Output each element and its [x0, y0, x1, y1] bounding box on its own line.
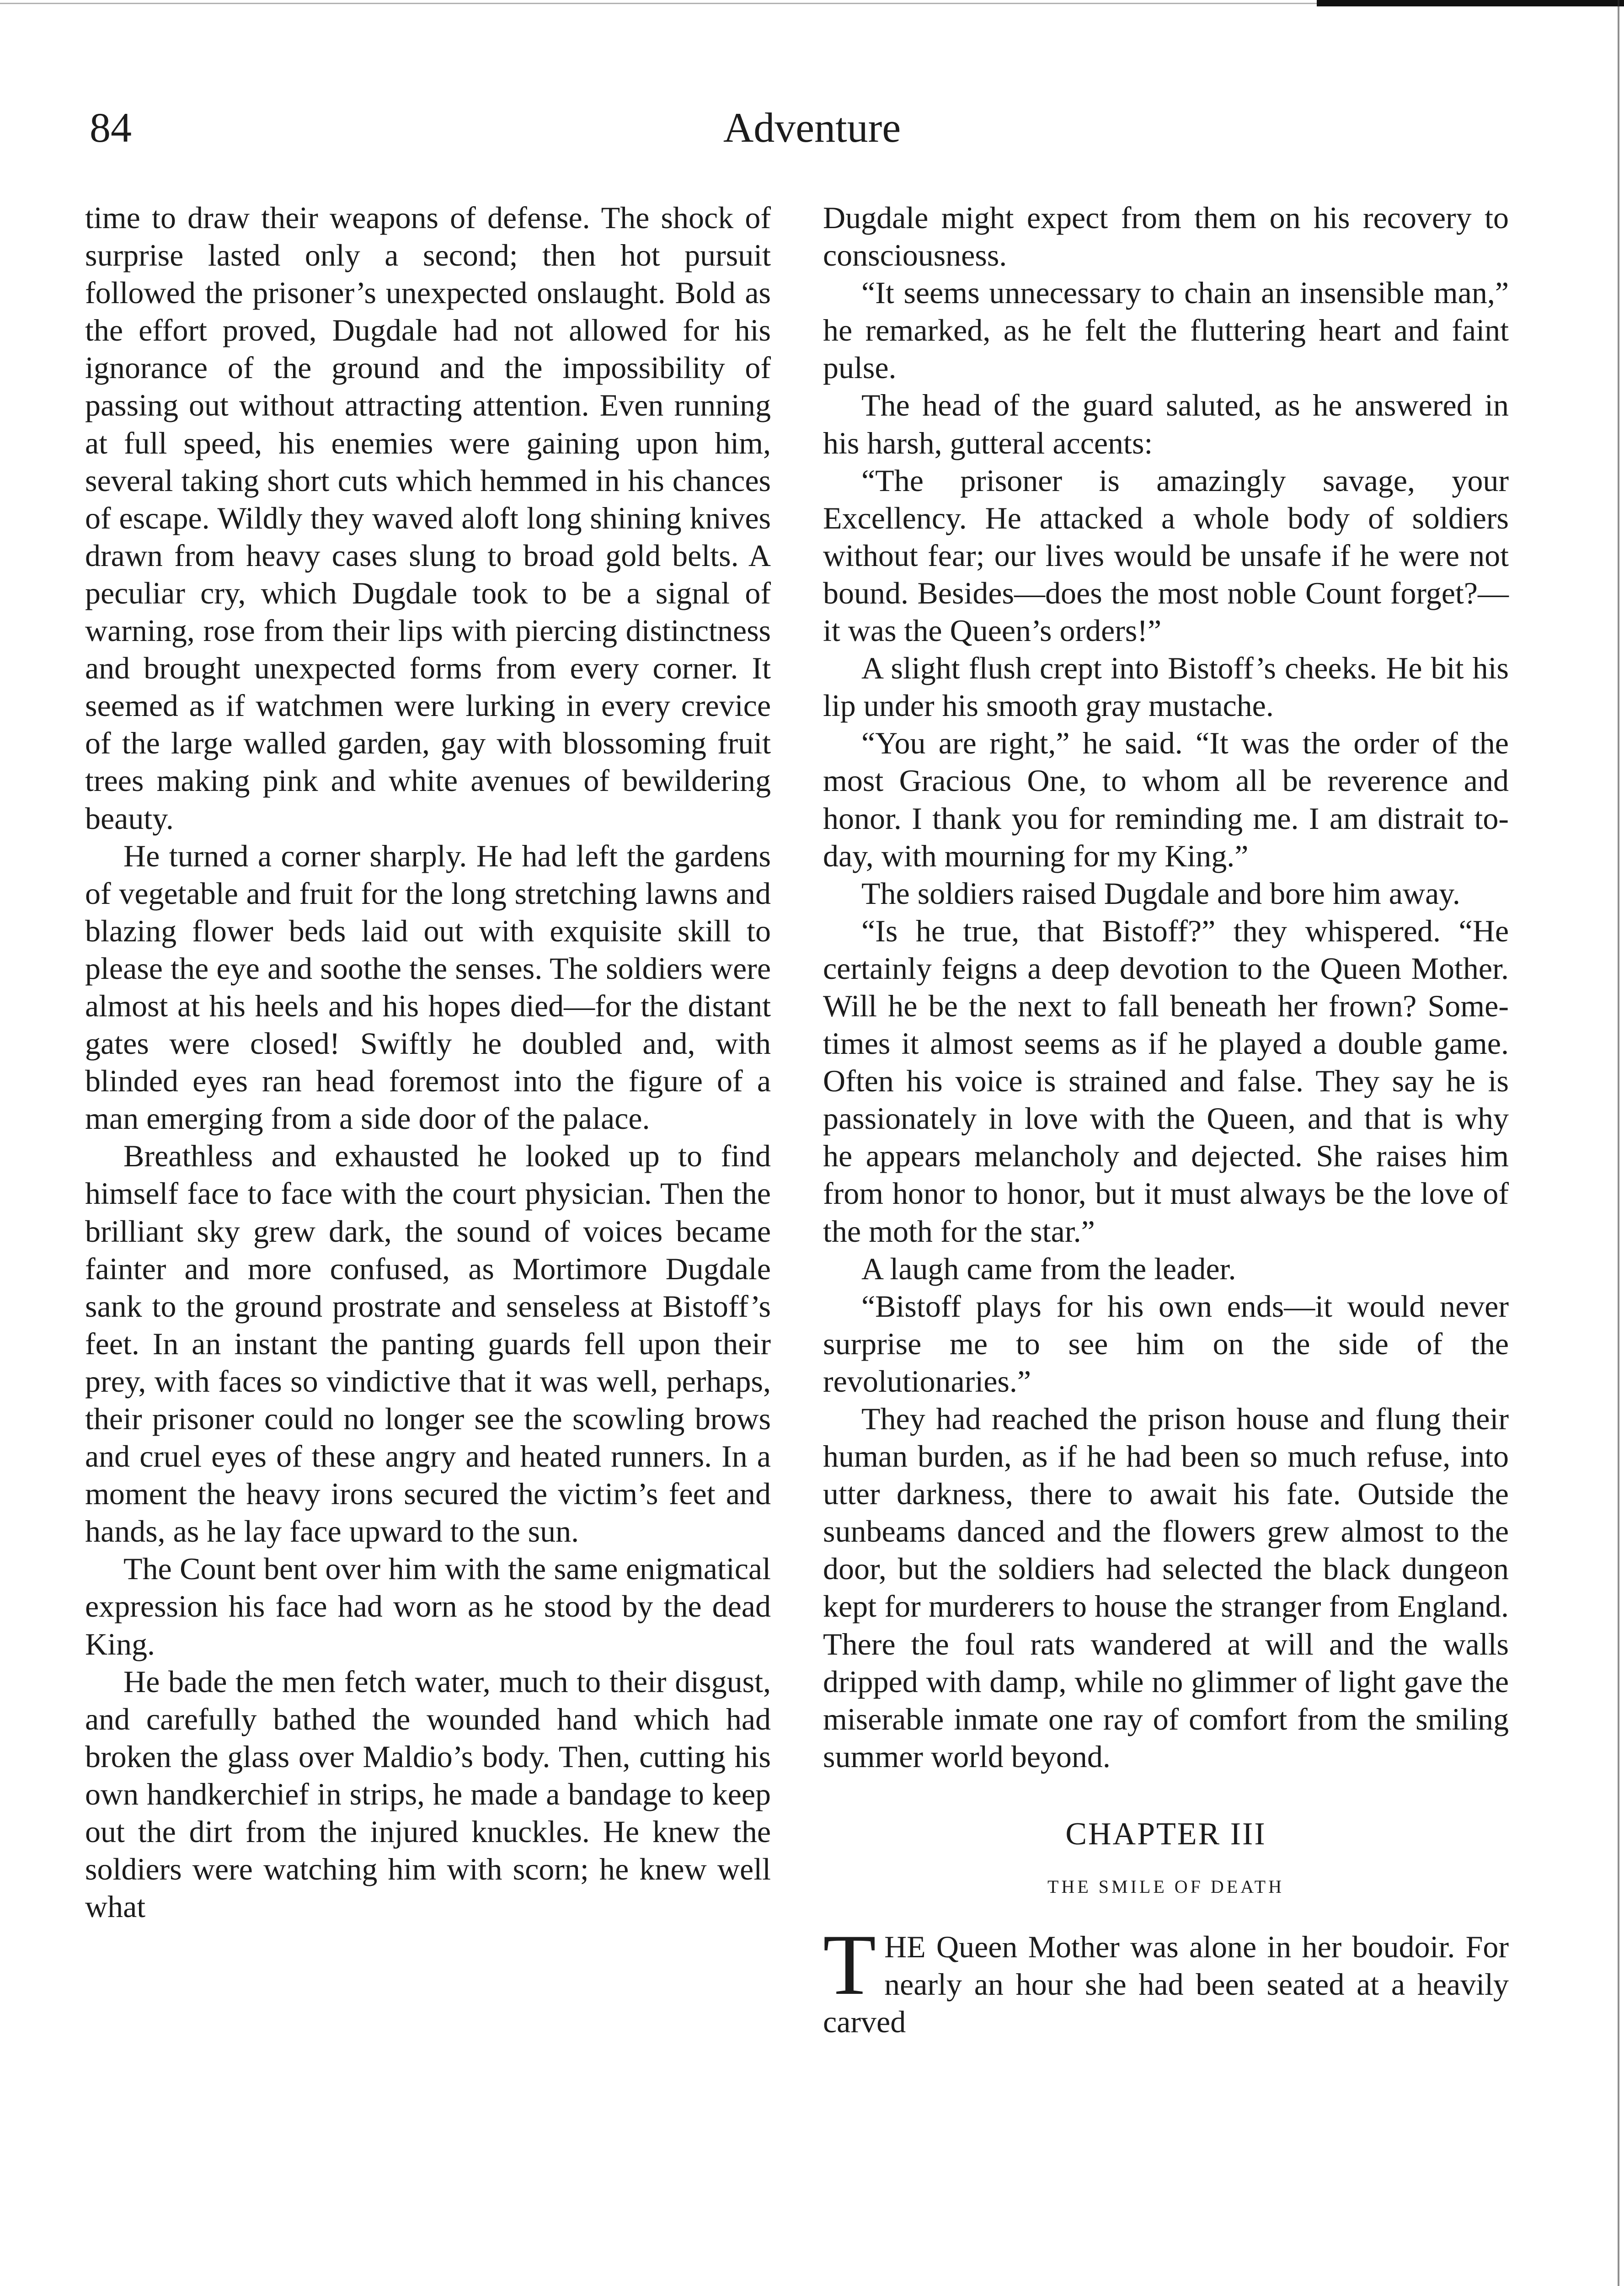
paragraph: time to draw their weapons of defense. The shock of surprise lasted only a second; then hot pursuit followed the prisoner’s unexpected onslaught. Bold as the effort proved, Dugdale had not allowed for his ignorance of the ground and the impossibility of passing out without attracting attention. Even running at full speed, his enemies were gaining upon him, several taking short cuts which hemmed in his chances of escape. Wildly they waved aloft long shining knives drawn from heavy cases slung to broad gold belts. A peculiar cry, which Dugdale took to be a signal of warning, rose from their lips with piercing distinctness and brought unexpected forms from every corner. It seemed as if watchmen were lurking in every crevice of the large walled garden, gay with blossoming fruit trees making pink and white avenues of bewildering beauty. — [85, 200, 771, 836]
chapter-subtitle: THE SMILE OF DEATH — [1047, 1876, 1284, 1897]
paragraph: “You are right,” he said. “It was the order of the most Gracious One, to whom all be reverence and honor. I thank you for reminding me. I am distrait to-day, with mourning for my King.” — [823, 726, 1509, 873]
paragraph: Dugdale might expect from them on his recovery to consciousness. — [823, 200, 1509, 273]
chapter-opening-text: HE Queen Mother was alone in her boudoir. For nearly an hour she had been seated at a heavily carved — [823, 1929, 1509, 2040]
top-corner-rule — [1317, 0, 1624, 6]
paragraph: A laugh came from the leader. — [861, 1251, 1236, 1286]
paragraph: The soldiers raised Dugdale and bore him away. — [861, 876, 1460, 911]
paragraph: The head of the guard saluted, as he answered in his harsh, gutteral accents: — [823, 388, 1509, 460]
paragraph: “Is he true, that Bistoff?” they whispered. “He certainly feigns a deep devotion to the Queen Mother. Will he be the next to fall beneath her frown? Sometimes it almost seems as if he played a double game. Often his voice is strained and false. They say he is passionately in love with the Queen, and that is why he appears melancholy and dejected. She raises him from honor to honor, but it must always be the love of the moth for the star.” — [823, 913, 1509, 1249]
right-column — [823, 199, 1509, 2040]
paragraph: They had reached the prison house and flung their human burden, as if he had been so much refuse, into utter darkness, there to await his fate. Outside the sunbeams danced and the flowers grew almost to the door, but the soldiers had selected the black dungeon kept for murderers to house the stranger from England. There the foul rats wandered at will and the walls dripped with damp, while no glimmer of light gave the miserable inmate one ray of comfort from the smiling summer world beyond. — [823, 1401, 1509, 1774]
paragraph: “The prisoner is amazingly savage, your Excellency. He attacked a whole body of soldiers without fear; our lives would be unsafe if he were not bound. Besides—does the most noble Count forget?—it was the Queen’s orders!” — [823, 463, 1509, 648]
paragraph: A slight flush crept into Bistoff’s cheeks. He bit his lip under his smooth gray mustache. — [823, 651, 1509, 723]
paragraph: The Count bent over him with the same enigmatical expression his face had worn as he stood by the dead King. — [85, 1551, 771, 1661]
paragraph: “Bistoff plays for his own ends—it would never surprise me to see him on the side of the revolutionaries.” — [823, 1288, 1509, 1399]
chapter-heading: CHAPTER III — [1065, 1816, 1266, 1852]
chapter-opening-paragraph — [823, 1917, 1509, 2040]
page-right-edge — [1618, 0, 1619, 2286]
drop-cap: T — [823, 1917, 876, 2013]
paragraph: Breathless and exhausted he looked up to find himself face to face with the court physician. Then the brilliant sky grew dark, the sound of voices became fainter and more confused, as Mortimore Dugdale sank to the ground prostrate and senseless at Bistoff’s feet. In an instant the panting guards fell upon their prey, with faces so vindictive that it was well, perhaps, their prisoner could no longer see the scowling brows and cruel eyes of these angry and heated runners. In a moment the heavy irons secured the victim’s feet and hands, as he lay face upward to the sun. — [85, 1138, 771, 1549]
running-title: Adventure — [723, 104, 901, 151]
paragraph: “It seems unnecessary to chain an insensible man,” he remarked, as he felt the fluttering heart and faint pulse. — [823, 275, 1509, 385]
paragraph: He bade the men fetch water, much to their disgust, and carefully bathed the wounded hand which had broken the glass over Maldio’s body. Then, cutting his own handkerchief in strips, he made a bandage to keep out the dirt from the injured knuckles. He knew the soldiers were watching him with scorn; he knew well what — [85, 1664, 771, 1924]
left-column — [85, 199, 771, 1925]
paragraph: He turned a corner sharply. He had left the gardens of vegetable and fruit for the long stretching lawns and blazing flower beds laid out with exquisite skill to please the eye and soothe the senses. The soldiers were almost at his heels and his hopes died—for the distant gates were closed! Swiftly he doubled and, with blinded eyes ran head foremost into the figure of a man emerging from a side door of the palace. — [85, 838, 771, 1136]
page-number: 84 — [90, 104, 132, 151]
